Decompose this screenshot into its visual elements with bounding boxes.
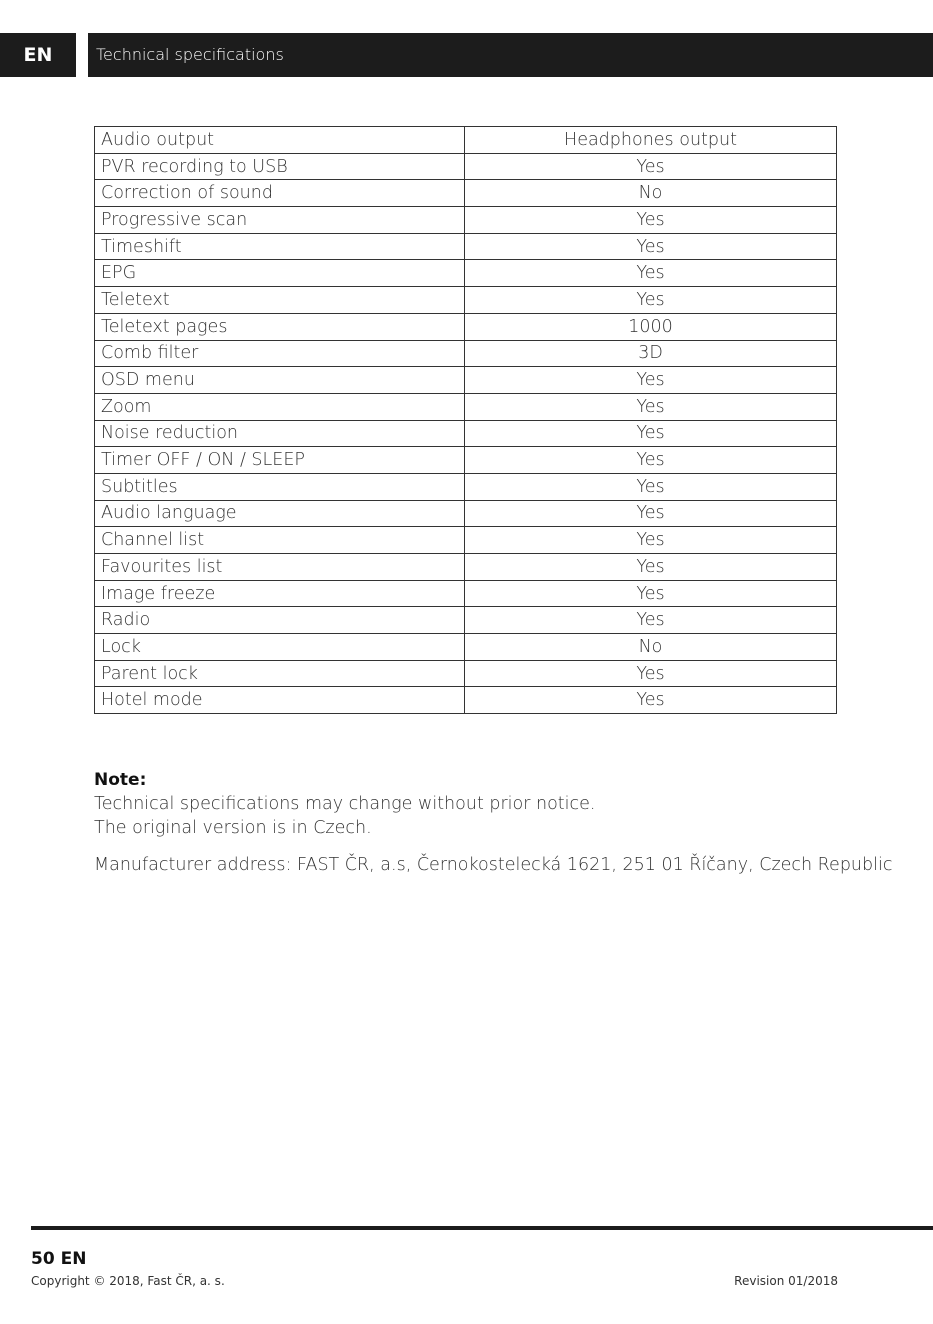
spec-label: Comb filter — [95, 340, 465, 367]
spec-row — [95, 580, 837, 607]
spec-label: Audio output — [95, 127, 465, 154]
spec-value: Yes — [465, 554, 837, 581]
spec-label: Timer OFF / ON / SLEEP — [95, 447, 465, 474]
manufacturer-address: Manufacturer address: FAST ČR, a.s, Černokostelecká 1621, 251 01 Říčany, Czech Republic — [94, 855, 893, 875]
spec-row — [95, 340, 837, 367]
spec-value: Yes — [465, 687, 837, 714]
spec-label: Parent lock — [95, 660, 465, 687]
spec-row — [95, 207, 837, 234]
spec-value: Yes — [465, 207, 837, 234]
spec-label: Progressive scan — [95, 207, 465, 234]
spec-value: Yes — [465, 393, 837, 420]
note-block — [94, 770, 595, 840]
spec-row — [95, 153, 837, 180]
spec-value: 3D — [465, 340, 837, 367]
spec-value: Yes — [465, 473, 837, 500]
spec-row — [95, 393, 837, 420]
spec-label: Correction of sound — [95, 180, 465, 207]
spec-label: Zoom — [95, 393, 465, 420]
note-label: Note: — [94, 770, 147, 790]
spec-label: Audio language — [95, 500, 465, 527]
spec-label: Channel list — [95, 527, 465, 554]
spec-value: Yes — [465, 260, 837, 287]
spec-row — [95, 634, 837, 661]
spec-value: 1000 — [465, 313, 837, 340]
spec-label: Lock — [95, 634, 465, 661]
copyright-text: Copyright © 2018, Fast ČR, a. s. — [31, 1274, 225, 1288]
page-header — [0, 33, 933, 77]
note-line-1: Technical specifications may change without prior notice. — [94, 794, 596, 814]
language-badge: EN — [0, 33, 76, 77]
spec-value: No — [465, 634, 837, 661]
spec-value: Yes — [465, 233, 837, 260]
spec-row — [95, 313, 837, 340]
spec-row — [95, 287, 837, 314]
spec-row — [95, 180, 837, 207]
spec-row — [95, 260, 837, 287]
section-title: Technical specifications — [88, 33, 933, 77]
footer-divider — [31, 1226, 933, 1230]
spec-value: Headphones output — [465, 127, 837, 154]
spec-value: No — [465, 180, 837, 207]
spec-value: Yes — [465, 660, 837, 687]
spec-row — [95, 473, 837, 500]
revision-text: Revision 01/2018 — [734, 1274, 838, 1288]
spec-label: Teletext — [95, 287, 465, 314]
spec-value: Yes — [465, 500, 837, 527]
spec-label: Radio — [95, 607, 465, 634]
spec-row — [95, 233, 837, 260]
spec-value: Yes — [465, 447, 837, 474]
spec-label: Noise reduction — [95, 420, 465, 447]
spec-value: Yes — [465, 420, 837, 447]
spec-label: Teletext pages — [95, 313, 465, 340]
spec-row — [95, 554, 837, 581]
spec-value: Yes — [465, 607, 837, 634]
spec-row — [95, 607, 837, 634]
spec-label: Image freeze — [95, 580, 465, 607]
spec-label: PVR recording to USB — [95, 153, 465, 180]
spec-value: Yes — [465, 287, 837, 314]
spec-label: EPG — [95, 260, 465, 287]
spec-value: Yes — [465, 580, 837, 607]
spec-row — [95, 527, 837, 554]
spec-row — [95, 127, 837, 154]
spec-row — [95, 687, 837, 714]
spec-label: OSD menu — [95, 367, 465, 394]
spec-row — [95, 447, 837, 474]
spec-label: Timeshift — [95, 233, 465, 260]
spec-row — [95, 420, 837, 447]
spec-label: Hotel mode — [95, 687, 465, 714]
spec-table — [94, 126, 837, 714]
spec-table-body — [95, 127, 837, 714]
spec-value: Yes — [465, 153, 837, 180]
spec-row — [95, 367, 837, 394]
spec-value: Yes — [465, 527, 837, 554]
note-line-2: The original version is in Czech. — [94, 818, 372, 838]
spec-label: Subtitles — [95, 473, 465, 500]
spec-label: Favourites list — [95, 554, 465, 581]
spec-row — [95, 500, 837, 527]
spec-row — [95, 660, 837, 687]
page-number: 50 EN — [31, 1249, 87, 1269]
spec-value: Yes — [465, 367, 837, 394]
